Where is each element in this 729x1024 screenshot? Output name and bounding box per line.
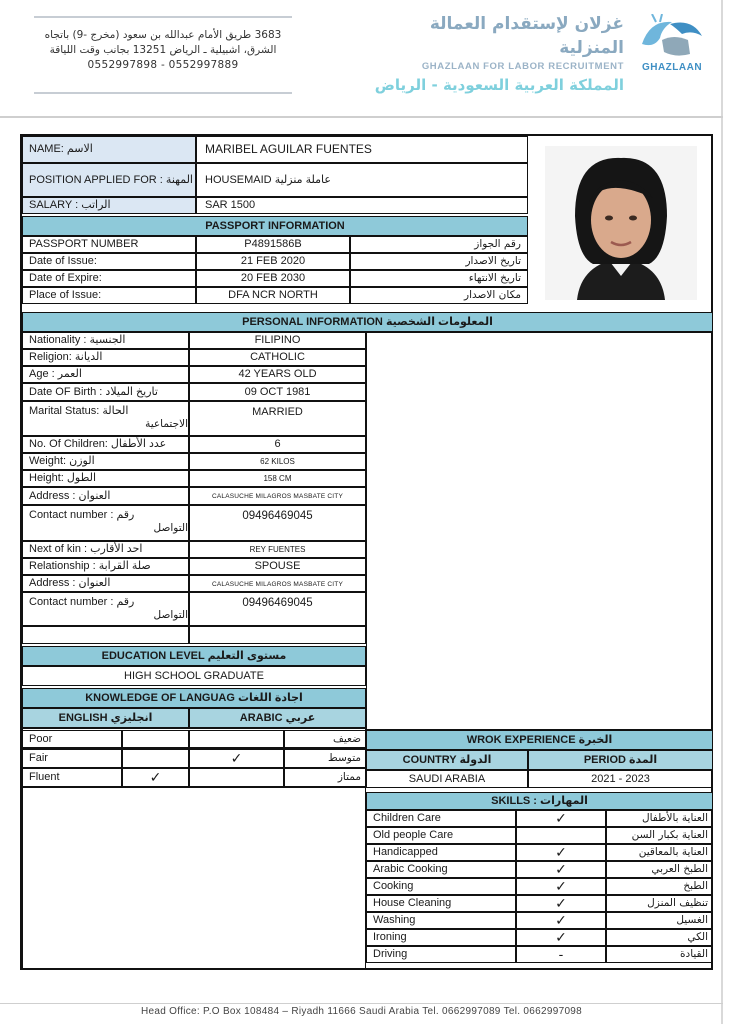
skills-section-title: SKILLS : المهارات xyxy=(366,792,713,810)
company-location-ar: المملكة العربية السعودية - الرياض xyxy=(374,76,624,94)
issue-date-value: 21 FEB 2020 xyxy=(196,253,350,270)
skill-ar-washing: الغسيل xyxy=(606,912,713,929)
expire-date-ar: تاريخ الانتهاء xyxy=(350,270,528,287)
skill-en-old-people-care: Old people Care xyxy=(366,827,516,844)
language-arabic-fair: ✓ xyxy=(189,749,284,768)
skill-ar-cooking: الطبخ xyxy=(606,878,713,895)
education-section-title: EDUCATION LEVEL مستوى التعليم xyxy=(22,646,366,666)
language-level-fluent: Fluent xyxy=(22,768,122,787)
page-edge xyxy=(721,0,723,1024)
contact2-label-line2: التواصل xyxy=(153,609,188,621)
company-name-block xyxy=(372,12,624,96)
position-value: HOUSEMAID عاملة منزلية xyxy=(196,163,528,197)
personal-value-height: 158 CM xyxy=(189,470,366,487)
personal-value-kin: REY FUENTES xyxy=(189,541,366,558)
education-value: HIGH SCHOOL GRADUATE xyxy=(22,666,366,686)
language-ar-poor: ضعيف xyxy=(284,730,366,749)
personal-value-dob: 09 OCT 1981 xyxy=(189,383,366,401)
skill-en-house-cleaning: House Cleaning xyxy=(366,895,516,912)
personal-value-contact: 09496469045 xyxy=(189,505,366,541)
address-line-1: 3683 طريق الأمام عبدالله بن سعود (مخرج -9) باتجاه xyxy=(44,29,282,41)
name-value: MARIBEL AGUILAR FUENTES xyxy=(196,136,528,163)
skill-en-cooking: Cooking xyxy=(366,878,516,895)
expire-date-label: Date of Expire: xyxy=(22,270,196,287)
personal-empty-value xyxy=(189,626,366,644)
personal-value-relationship: SPOUSE xyxy=(189,558,366,575)
issue-place-value: DFA NCR NORTH xyxy=(196,287,350,304)
language-level-fair: Fair xyxy=(22,749,122,768)
skill-mark-arabic-cooking: ✓ xyxy=(516,861,606,878)
personal-value-children: 6 xyxy=(189,436,366,453)
skill-mark-ironing: ✓ xyxy=(516,929,606,946)
cv-form xyxy=(20,134,713,970)
personal-value-contact-2: 09496469045 xyxy=(189,592,366,626)
personal-value-marital: MARRIED xyxy=(189,401,366,436)
footer-divider xyxy=(0,1003,723,1004)
contact-label-line2: التواصل xyxy=(153,522,188,534)
personal-section-title: PERSONAL INFORMATION المعلومات الشخصية xyxy=(22,312,713,332)
personal-label-weight: Weight: الوزن xyxy=(22,453,189,470)
skill-ar-driving: القيادة xyxy=(606,946,713,963)
expire-date-value: 20 FEB 2030 xyxy=(196,270,350,287)
name-label: NAME: الاسم xyxy=(22,136,196,163)
personal-label-religion: Religion: الديانة xyxy=(22,349,189,366)
language-english-header: ENGLISH انجليزي xyxy=(22,708,189,728)
passport-section-title: PASSPORT INFORMATION xyxy=(22,216,528,236)
skill-ar-handicapped: العناية بالمعاقين xyxy=(606,844,713,861)
personal-value-age: 42 YEARS OLD xyxy=(189,366,366,383)
issue-place-ar: مكان الاصدار xyxy=(350,287,528,304)
skill-en-ironing: Ironing xyxy=(366,929,516,946)
experience-country-header: COUNTRY الدولة xyxy=(366,750,528,770)
personal-label-relationship: Relationship : صلة القرابة xyxy=(22,558,189,575)
personal-label-dob: Date OF Birth : تاريخ الميلاد xyxy=(22,383,189,401)
header-address-block xyxy=(34,16,292,94)
language-level-poor: Poor xyxy=(22,730,122,749)
skill-mark-cooking: ✓ xyxy=(516,878,606,895)
footer-text: Head Office: P.O Box 108484 – Riyadh 11666 Saudi Arabia Tel. 0662997089 Tel. 0662997098 xyxy=(140,1006,583,1017)
personal-label-address: Address : العنوان xyxy=(22,487,189,505)
passport-number-label: PASSPORT NUMBER xyxy=(22,236,196,253)
experience-section-title: WROK EXPERIENCE الخبرة xyxy=(366,730,713,750)
salary-value: SAR 1500 xyxy=(196,197,528,214)
skill-en-handicapped: Handicapped xyxy=(366,844,516,861)
passport-number-ar: رقم الجواز xyxy=(350,236,528,253)
issue-date-label: Date of Issue: xyxy=(22,253,196,270)
language-ar-fluent: ممتاز xyxy=(284,768,366,787)
applicant-photo xyxy=(545,146,697,300)
skill-mark-house-cleaning: ✓ xyxy=(516,895,606,912)
personal-label-contact xyxy=(22,505,189,541)
skill-ar-house-cleaning: تنظيف المنزل xyxy=(606,895,713,912)
header-divider xyxy=(0,116,723,118)
language-english-fluent: ✓ xyxy=(122,768,189,787)
language-arabic-header: ARABIC عربي xyxy=(189,708,366,728)
skill-en-driving: Driving xyxy=(366,946,516,963)
skill-mark-driving: - xyxy=(516,946,606,963)
marital-label-line1: Marital Status: الحالة xyxy=(29,405,129,417)
contact-label-line1: Contact number : رقم xyxy=(29,509,135,521)
language-arabic-poor xyxy=(189,730,284,749)
skill-mark-handicapped: ✓ xyxy=(516,844,606,861)
personal-label-nationality: Nationality : الجنسية xyxy=(22,332,189,349)
contact2-label-line1: Contact number : رقم xyxy=(29,596,135,608)
salary-label: SALARY : الراتب xyxy=(22,197,196,214)
language-english-poor xyxy=(122,730,189,749)
experience-country-value: SAUDI ARABIA xyxy=(366,770,528,788)
personal-empty-label xyxy=(22,626,189,644)
personal-label-contact-2 xyxy=(22,592,189,626)
language-arabic-fluent xyxy=(189,768,284,787)
personal-value-weight: 62 KILOS xyxy=(189,453,366,470)
personal-label-height: Height: الطول xyxy=(22,470,189,487)
personal-label-marital xyxy=(22,401,189,436)
skill-ar-arabic-cooking: الطبخ العربي xyxy=(606,861,713,878)
skill-ar-ironing: الكي xyxy=(606,929,713,946)
address-phones: 0552997898 - 0552997889 xyxy=(87,59,239,71)
language-section-title: KNOWLEDGE OF LANGUAG اجادة اللغات xyxy=(22,688,366,708)
address-line-2: الشرق، اشبيلية ـ الرياض 13251 بجانب وقت اللياقة xyxy=(49,44,277,56)
personal-value-address: CALASUCHE MILAGROS MASBATE CITY xyxy=(189,487,366,505)
skill-ar-old-people-care: العناية بكبار السن xyxy=(606,827,713,844)
personal-value-nationality: FILIPINO xyxy=(189,332,366,349)
personal-label-children: No. Of Children: عدد الأطفال xyxy=(22,436,189,453)
logo-text: GHAZLAAN xyxy=(641,62,703,73)
experience-period-header: PERIOD المدة xyxy=(528,750,713,770)
personal-value-address-2: CALASUCHE MILAGROS MASBATE CITY xyxy=(189,575,366,592)
skill-mark-washing: ✓ xyxy=(516,912,606,929)
passport-number-value: P4891586B xyxy=(196,236,350,253)
skill-mark-children-care: ✓ xyxy=(516,810,606,827)
issue-date-ar: تاريخ الاصدار xyxy=(350,253,528,270)
issue-place-label: Place of Issue: xyxy=(22,287,196,304)
skill-en-children-care: Children Care xyxy=(366,810,516,827)
skill-en-washing: Washing xyxy=(366,912,516,929)
skill-mark-old-people-care xyxy=(516,827,606,844)
company-name-ar: غزلان لإستقدام العمالة المنزلية xyxy=(429,14,624,58)
personal-label-address-2: Address : العنوان xyxy=(22,575,189,592)
position-label: POSITION APPLIED FOR : المهنة xyxy=(22,163,196,197)
experience-period-value: 2021 - 2023 xyxy=(528,770,713,788)
personal-label-kin: Next of kin : احد الأقارب xyxy=(22,541,189,558)
marital-label-line2: الاجتماعية xyxy=(145,418,188,430)
left-bottom-blank xyxy=(22,787,366,970)
personal-label-age: Age : العمر xyxy=(22,366,189,383)
skill-ar-children-care: العناية بالأطفال xyxy=(606,810,713,827)
personal-value-religion: CATHOLIC xyxy=(189,349,366,366)
language-ar-fair: متوسط xyxy=(284,749,366,768)
personal-blank-area xyxy=(366,332,713,730)
company-name-en: GHAZLAAN FOR LABOR RECRUITMENT xyxy=(421,61,624,72)
skill-en-arabic-cooking: Arabic Cooking xyxy=(366,861,516,878)
language-english-fair xyxy=(122,749,189,768)
